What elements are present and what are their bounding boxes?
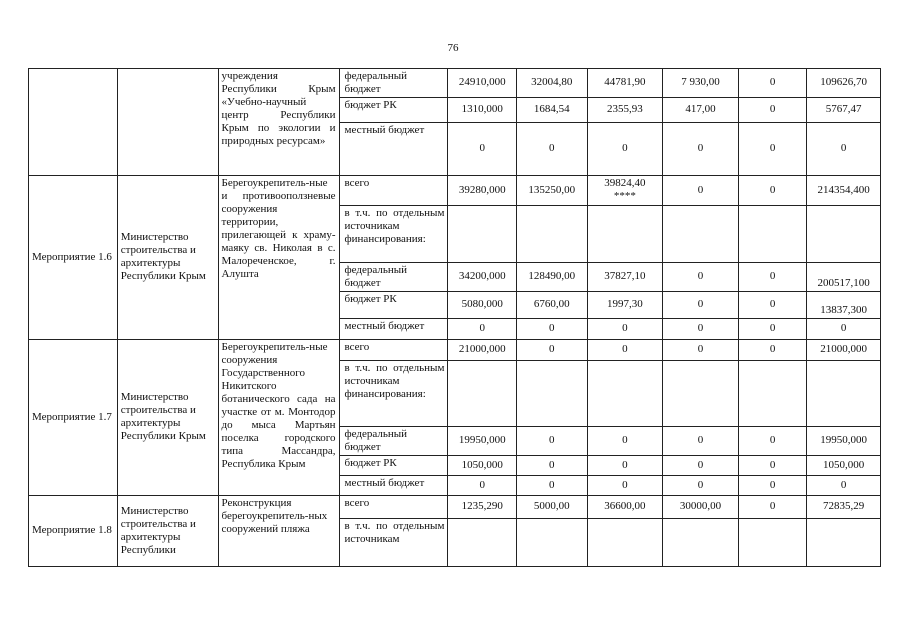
year-4-cell [663, 122, 739, 175]
value-text: 0 [769, 458, 776, 471]
year-2-cell [516, 360, 587, 426]
funding-source-cell: в т.ч. по отдельным источникам финансирования: [339, 205, 448, 262]
executor-cell: Министерство строительства и архитектуры Республики Крым [117, 175, 218, 339]
funding-source-cell: местный бюджет [339, 122, 448, 175]
total-cell [807, 455, 881, 475]
value-text: 0 [622, 458, 628, 471]
total-cell [807, 426, 881, 455]
year-3-cell [587, 518, 663, 566]
year-4-cell [663, 69, 739, 98]
event-cell [29, 69, 118, 176]
value-text: 0 [697, 142, 704, 155]
value-text: 39824,40 [604, 177, 646, 190]
year-2-cell [516, 455, 587, 475]
value-text: 0 [549, 434, 555, 447]
year-5-cell [738, 475, 807, 495]
value-text: 0 [769, 76, 776, 89]
value-text: 0 [549, 142, 555, 155]
year-1-cell [448, 97, 517, 122]
year-1-cell [448, 518, 517, 566]
value-text: 1310,000 [461, 103, 503, 116]
year-3-cell [587, 360, 663, 426]
value-text: 0 [769, 270, 776, 283]
year-5-cell [738, 360, 807, 426]
table-row [29, 339, 881, 360]
funding-source-cell: местный бюджет [339, 475, 448, 495]
year-2-cell [516, 426, 587, 455]
value-text: 5000,00 [533, 500, 570, 513]
funding-source-cell: бюджет РК [339, 97, 448, 122]
total-cell [807, 175, 881, 205]
value-text: 21000,000 [820, 343, 868, 356]
value-text: 0 [479, 322, 485, 335]
year-1-cell [448, 69, 517, 98]
value-text: 0 [622, 142, 628, 155]
budget-table [28, 68, 881, 567]
year-5-cell [738, 97, 807, 122]
total-cell [807, 291, 881, 318]
year-5-cell [738, 262, 807, 291]
year-2-cell [516, 339, 587, 360]
value-text: 0 [769, 478, 776, 491]
value-text: 6760,00 [533, 298, 570, 311]
year-1-cell [448, 175, 517, 205]
value-text: 36600,00 [604, 500, 646, 513]
value-text: 1235,290 [461, 500, 503, 513]
value-text: 1050,000 [461, 458, 503, 471]
total-cell [807, 495, 881, 518]
year-2-cell [516, 318, 587, 339]
value-text: 0 [479, 142, 485, 155]
year-2-cell [516, 262, 587, 291]
footnote-marker: **** [613, 190, 636, 203]
value-text: 13837,300 [820, 303, 868, 316]
value-text: 0 [549, 322, 555, 335]
value-text: 0 [697, 322, 704, 335]
year-3-cell [587, 262, 663, 291]
value-text: 1684,54 [533, 103, 570, 116]
year-1-cell [448, 205, 517, 262]
year-1-cell [448, 122, 517, 175]
total-cell [807, 318, 881, 339]
year-1-cell [448, 495, 517, 518]
value-text: 0 [697, 298, 704, 311]
funding-source-cell: всего [339, 495, 448, 518]
year-5-cell [738, 291, 807, 318]
year-3-cell [587, 318, 663, 339]
year-4-cell [663, 475, 739, 495]
year-1-cell [448, 455, 517, 475]
year-2-cell [516, 291, 587, 318]
value-text: 1997,30 [606, 298, 643, 311]
event-cell: Мероприятие 1.8 [29, 495, 118, 566]
value-text: 34200,000 [458, 270, 506, 283]
value-text: 5080,000 [461, 298, 503, 311]
value-text: 0 [697, 183, 704, 196]
value-text: 0 [769, 500, 776, 513]
year-4-cell [663, 495, 739, 518]
total-cell [807, 205, 881, 262]
year-2-cell [516, 495, 587, 518]
year-2-cell [516, 175, 587, 205]
year-2-cell [516, 122, 587, 175]
value-text: 214354,400 [817, 183, 870, 196]
value-text: 32004,80 [531, 76, 573, 89]
year-3-cell [587, 122, 663, 175]
year-5-cell [738, 518, 807, 566]
value-text: 135250,00 [528, 183, 576, 196]
year-4-cell [663, 360, 739, 426]
value-text: 0 [769, 103, 776, 116]
measure-name-cell: учреждения Республики Крым «Учебно-научный центр Республики Крым по экологии и природных ресурсам» [218, 69, 339, 176]
table-body [29, 69, 881, 567]
value-text: 0 [622, 322, 628, 335]
table-row [29, 495, 881, 518]
value-text: 0 [769, 434, 776, 447]
event-cell: Мероприятие 1.7 [29, 339, 118, 495]
measure-name-cell: Берегоукрепитель-ные и противооползневые сооружения территории, прилегающей к храму-маяку св. Николая в с. Малореченское, г. Алушта [218, 175, 339, 339]
year-2-cell [516, 69, 587, 98]
year-1-cell [448, 262, 517, 291]
year-4-cell [663, 426, 739, 455]
year-3-cell [587, 475, 663, 495]
value-text: 0 [769, 343, 776, 356]
value-text: 0 [697, 478, 704, 491]
year-3-cell [587, 426, 663, 455]
total-cell [807, 122, 881, 175]
value-text: 0 [697, 458, 704, 471]
year-5-cell [738, 339, 807, 360]
year-4-cell [663, 97, 739, 122]
year-5-cell [738, 426, 807, 455]
table-row [29, 175, 881, 205]
year-4-cell [663, 175, 739, 205]
value-text: 0 [769, 298, 776, 311]
value-text: 0 [769, 142, 776, 155]
year-1-cell [448, 360, 517, 426]
page-number: 76 [447, 42, 459, 54]
value-text: 0 [622, 343, 628, 356]
year-2-cell [516, 475, 587, 495]
year-3-cell [587, 455, 663, 475]
funding-source-cell: федеральный бюджет [339, 69, 448, 98]
value-text: 109626,70 [820, 76, 868, 89]
year-5-cell [738, 455, 807, 475]
value-text: 39280,000 [458, 183, 506, 196]
year-4-cell [663, 318, 739, 339]
year-3-cell [587, 175, 663, 205]
value-text: 1050,000 [823, 458, 865, 471]
value-text: 24910,000 [458, 76, 506, 89]
year-5-cell [738, 122, 807, 175]
funding-source-cell: всего [339, 175, 448, 205]
year-4-cell [663, 262, 739, 291]
year-4-cell [663, 518, 739, 566]
total-cell [807, 475, 881, 495]
funding-source-cell: федеральный бюджет [339, 426, 448, 455]
year-2-cell [516, 97, 587, 122]
value-text: 0 [840, 322, 847, 335]
funding-source-cell: федеральный бюджет [339, 262, 448, 291]
value-text: 0 [622, 478, 628, 491]
year-4-cell [663, 339, 739, 360]
year-4-cell [663, 455, 739, 475]
value-text: 7 930,00 [681, 76, 720, 89]
measure-name-cell: Реконструкция берегоукрепитель-ных сооружений пляжа [218, 495, 339, 566]
year-5-cell [738, 318, 807, 339]
total-cell [807, 69, 881, 98]
value-text: 19950,000 [820, 434, 868, 447]
executor-cell [117, 69, 218, 176]
year-3-cell [587, 339, 663, 360]
value-text: 0 [769, 322, 776, 335]
value-text: 0 [840, 478, 847, 491]
year-2-cell [516, 518, 587, 566]
value-text: 0 [622, 434, 628, 447]
total-cell [807, 360, 881, 426]
value-text: 128490,00 [528, 270, 576, 283]
funding-source-cell: всего [339, 339, 448, 360]
value-text: 0 [549, 458, 555, 471]
value-text: 19950,000 [458, 434, 506, 447]
value-text: 37827,10 [604, 270, 646, 283]
value-text: 2355,93 [606, 103, 643, 116]
total-cell [807, 518, 881, 566]
funding-source-cell: в т.ч. по отдельным источникам финансирования: [339, 360, 448, 426]
table-row [29, 69, 881, 98]
value-text: 0 [549, 343, 555, 356]
total-cell [807, 339, 881, 360]
value-text: 0 [840, 142, 847, 155]
year-4-cell [663, 205, 739, 262]
year-3-cell [587, 291, 663, 318]
value-text: 21000,000 [458, 343, 506, 356]
year-3-cell [587, 69, 663, 98]
event-cell: Мероприятие 1.6 [29, 175, 118, 339]
value-text: 0 [697, 270, 704, 283]
value-text: 200517,100 [817, 276, 870, 289]
year-3-cell [587, 205, 663, 262]
value-text: 0 [549, 478, 555, 491]
value-text: 0 [479, 478, 485, 491]
year-5-cell [738, 69, 807, 98]
total-cell [807, 262, 881, 291]
measure-name-cell: Берегоукрепитель-ные сооружения Государственного Никитского ботанического сада на участке от м. Монтодор до мыса Мартьян поселка городского типа Массандра, Республика Крым [218, 339, 339, 495]
year-1-cell [448, 426, 517, 455]
year-3-cell [587, 97, 663, 122]
value-text: 0 [697, 343, 704, 356]
executor-cell: Министерство строительства и архитектуры Республики [117, 495, 218, 566]
year-1-cell [448, 291, 517, 318]
value-text: 5767,47 [825, 103, 862, 116]
value-text: 417,00 [685, 103, 716, 116]
year-5-cell [738, 175, 807, 205]
year-5-cell [738, 205, 807, 262]
funding-source-cell: местный бюджет [339, 318, 448, 339]
year-4-cell [663, 291, 739, 318]
value-text: 0 [769, 183, 776, 196]
value-text: 44781,90 [604, 76, 646, 89]
year-1-cell [448, 339, 517, 360]
value-text: 72835,29 [823, 500, 865, 513]
funding-source-cell: бюджет РК [339, 291, 448, 318]
year-1-cell [448, 318, 517, 339]
total-cell [807, 97, 881, 122]
value-text: 30000,00 [679, 500, 722, 513]
year-1-cell [448, 475, 517, 495]
year-2-cell [516, 205, 587, 262]
value-text: 0 [697, 434, 704, 447]
funding-source-cell: в т.ч. по отдельным источникам [339, 518, 448, 566]
year-5-cell [738, 495, 807, 518]
executor-cell: Министерство строительства и архитектуры Республики Крым [117, 339, 218, 495]
funding-source-cell: бюджет РК [339, 455, 448, 475]
year-3-cell [587, 495, 663, 518]
